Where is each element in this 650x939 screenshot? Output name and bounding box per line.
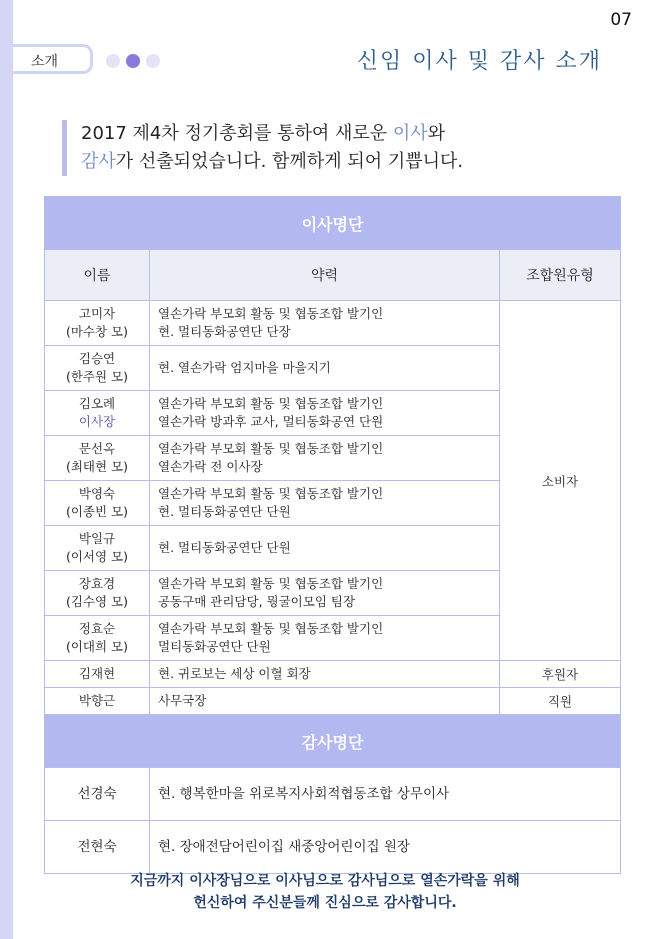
table-row [45,768,621,821]
career-line: 열손가락 부모회 활동 및 협동조합 발기인 [158,486,384,501]
section-label: 소개 [31,54,59,70]
name-text: 김승연 [78,351,116,366]
name-text: 박일규 [78,531,116,546]
name-note: (최태현 모) [65,459,129,474]
name-note: (이대희 모) [65,639,129,654]
name-text: 장효경 [78,576,116,591]
director-career [150,436,500,481]
roster-table [44,196,621,874]
career-line: 열손가락 방과후 교사, 멀티동화공연 단원 [158,414,384,429]
career-line: 열손가락 전 이사장 [158,459,263,474]
left-stripe [0,0,13,939]
intro-text-part: 2017 제4차 정기총회를 통하여 새로운 [81,123,393,144]
career-line: 열손가락 부모회 활동 및 협동조합 발기인 [158,441,384,456]
directors-heading-row [45,197,621,250]
name-note: (김수영 모) [65,594,129,609]
staff-type: 직원 [500,688,621,715]
director-name [45,571,150,616]
name-role: 이사장 [78,414,116,429]
name-text: 고미자 [78,306,116,321]
page-title: 신임 이사 및 감사 소개 [356,49,602,74]
dot [106,54,120,68]
name-note: (마수창 모) [65,324,129,339]
director-career [150,571,500,616]
director-name [45,526,150,571]
footer-line: 지금까지 이사장님으로 이사님으로 감사님으로 열손가락을 위해 [130,873,520,889]
table-row [45,688,621,715]
page-number: 07 [610,10,632,30]
director-name [45,391,150,436]
career-line: 현. 멀티동화공연단 단원 [158,504,291,519]
name-note: (한주원 모) [65,369,129,384]
career-line: 열손가락 부모회 활동 및 협동조합 발기인 [158,306,384,321]
staff-name: 박향근 [45,688,150,715]
table-row [45,821,621,874]
section-tab [13,44,93,74]
intro-text-part: 와 [427,123,446,144]
decorative-dots [106,54,160,68]
director-name [45,436,150,481]
career-line: 열손가락 부모회 활동 및 협동조합 발기인 [158,621,384,636]
career-line: 현. 멀티동화공연단 단원 [158,540,291,555]
staff-career: 사무국장 [150,688,500,715]
table-row [45,301,621,346]
col-career-header: 약력 [150,250,500,301]
column-header-row [45,250,621,301]
director-name [45,346,150,391]
director-career [150,391,500,436]
director-name [45,301,150,346]
sponsor-career: 현. 귀로보는 세상 이혈 회장 [150,661,500,688]
auditor-career: 현. 행복한마을 위로복지사회적협동조합 상무이사 [150,768,621,821]
intro-line-1 [81,120,463,148]
director-career [150,346,500,391]
director-career [150,526,500,571]
col-type-header: 조합원유형 [500,250,621,301]
auditors-heading-row [45,715,621,768]
career-line: 공동구매 관리담당, 뭥굴이모임 팀장 [158,594,356,609]
auditors-heading: 감사명단 [45,715,621,768]
footer-line: 헌신하여 주신분들께 진심으로 감사합니다. [193,895,457,911]
col-name-header: 이름 [45,250,150,301]
name-note: (이종빈 모) [65,504,129,519]
name-note: (이서영 모) [65,549,129,564]
career-line: 멀티동화공연단 단원 [158,639,271,654]
intro-highlight: 감사 [81,151,116,172]
name-text: 김오례 [78,396,116,411]
director-career [150,616,500,661]
auditor-name: 선경숙 [45,768,150,821]
directors-heading: 이사명단 [45,197,621,250]
sponsor-name: 김재현 [45,661,150,688]
auditor-career: 현. 장애전담어린이집 새중앙어린이집 원장 [150,821,621,874]
name-text: 정효순 [78,621,116,636]
intro-text [62,120,463,176]
career-line: 현. 멀티동화공연단 단장 [158,324,291,339]
name-text: 문선옥 [78,441,116,456]
auditor-name: 전현숙 [45,821,150,874]
director-name [45,616,150,661]
table-row [45,661,621,688]
dot [146,54,160,68]
name-text: 박영숙 [78,486,116,501]
director-name [45,481,150,526]
director-career [150,481,500,526]
footer-message [0,870,650,914]
intro-text-part: 가 선출되었습니다. 함께하게 되어 기쁩니다. [115,151,464,172]
career-line: 열손가락 부모회 활동 및 협동조합 발기인 [158,576,384,591]
consumer-type-cell: 소비자 [500,301,621,661]
career-line: 열손가락 부모회 활동 및 협동조합 발기인 [158,396,384,411]
intro-highlight: 이사 [392,123,428,144]
sponsor-type: 후원자 [500,661,621,688]
dot [126,54,140,68]
intro-line-2 [81,148,463,176]
director-career [150,301,500,346]
career-line: 현. 열손가락 엄지마을 마을지기 [158,360,331,375]
